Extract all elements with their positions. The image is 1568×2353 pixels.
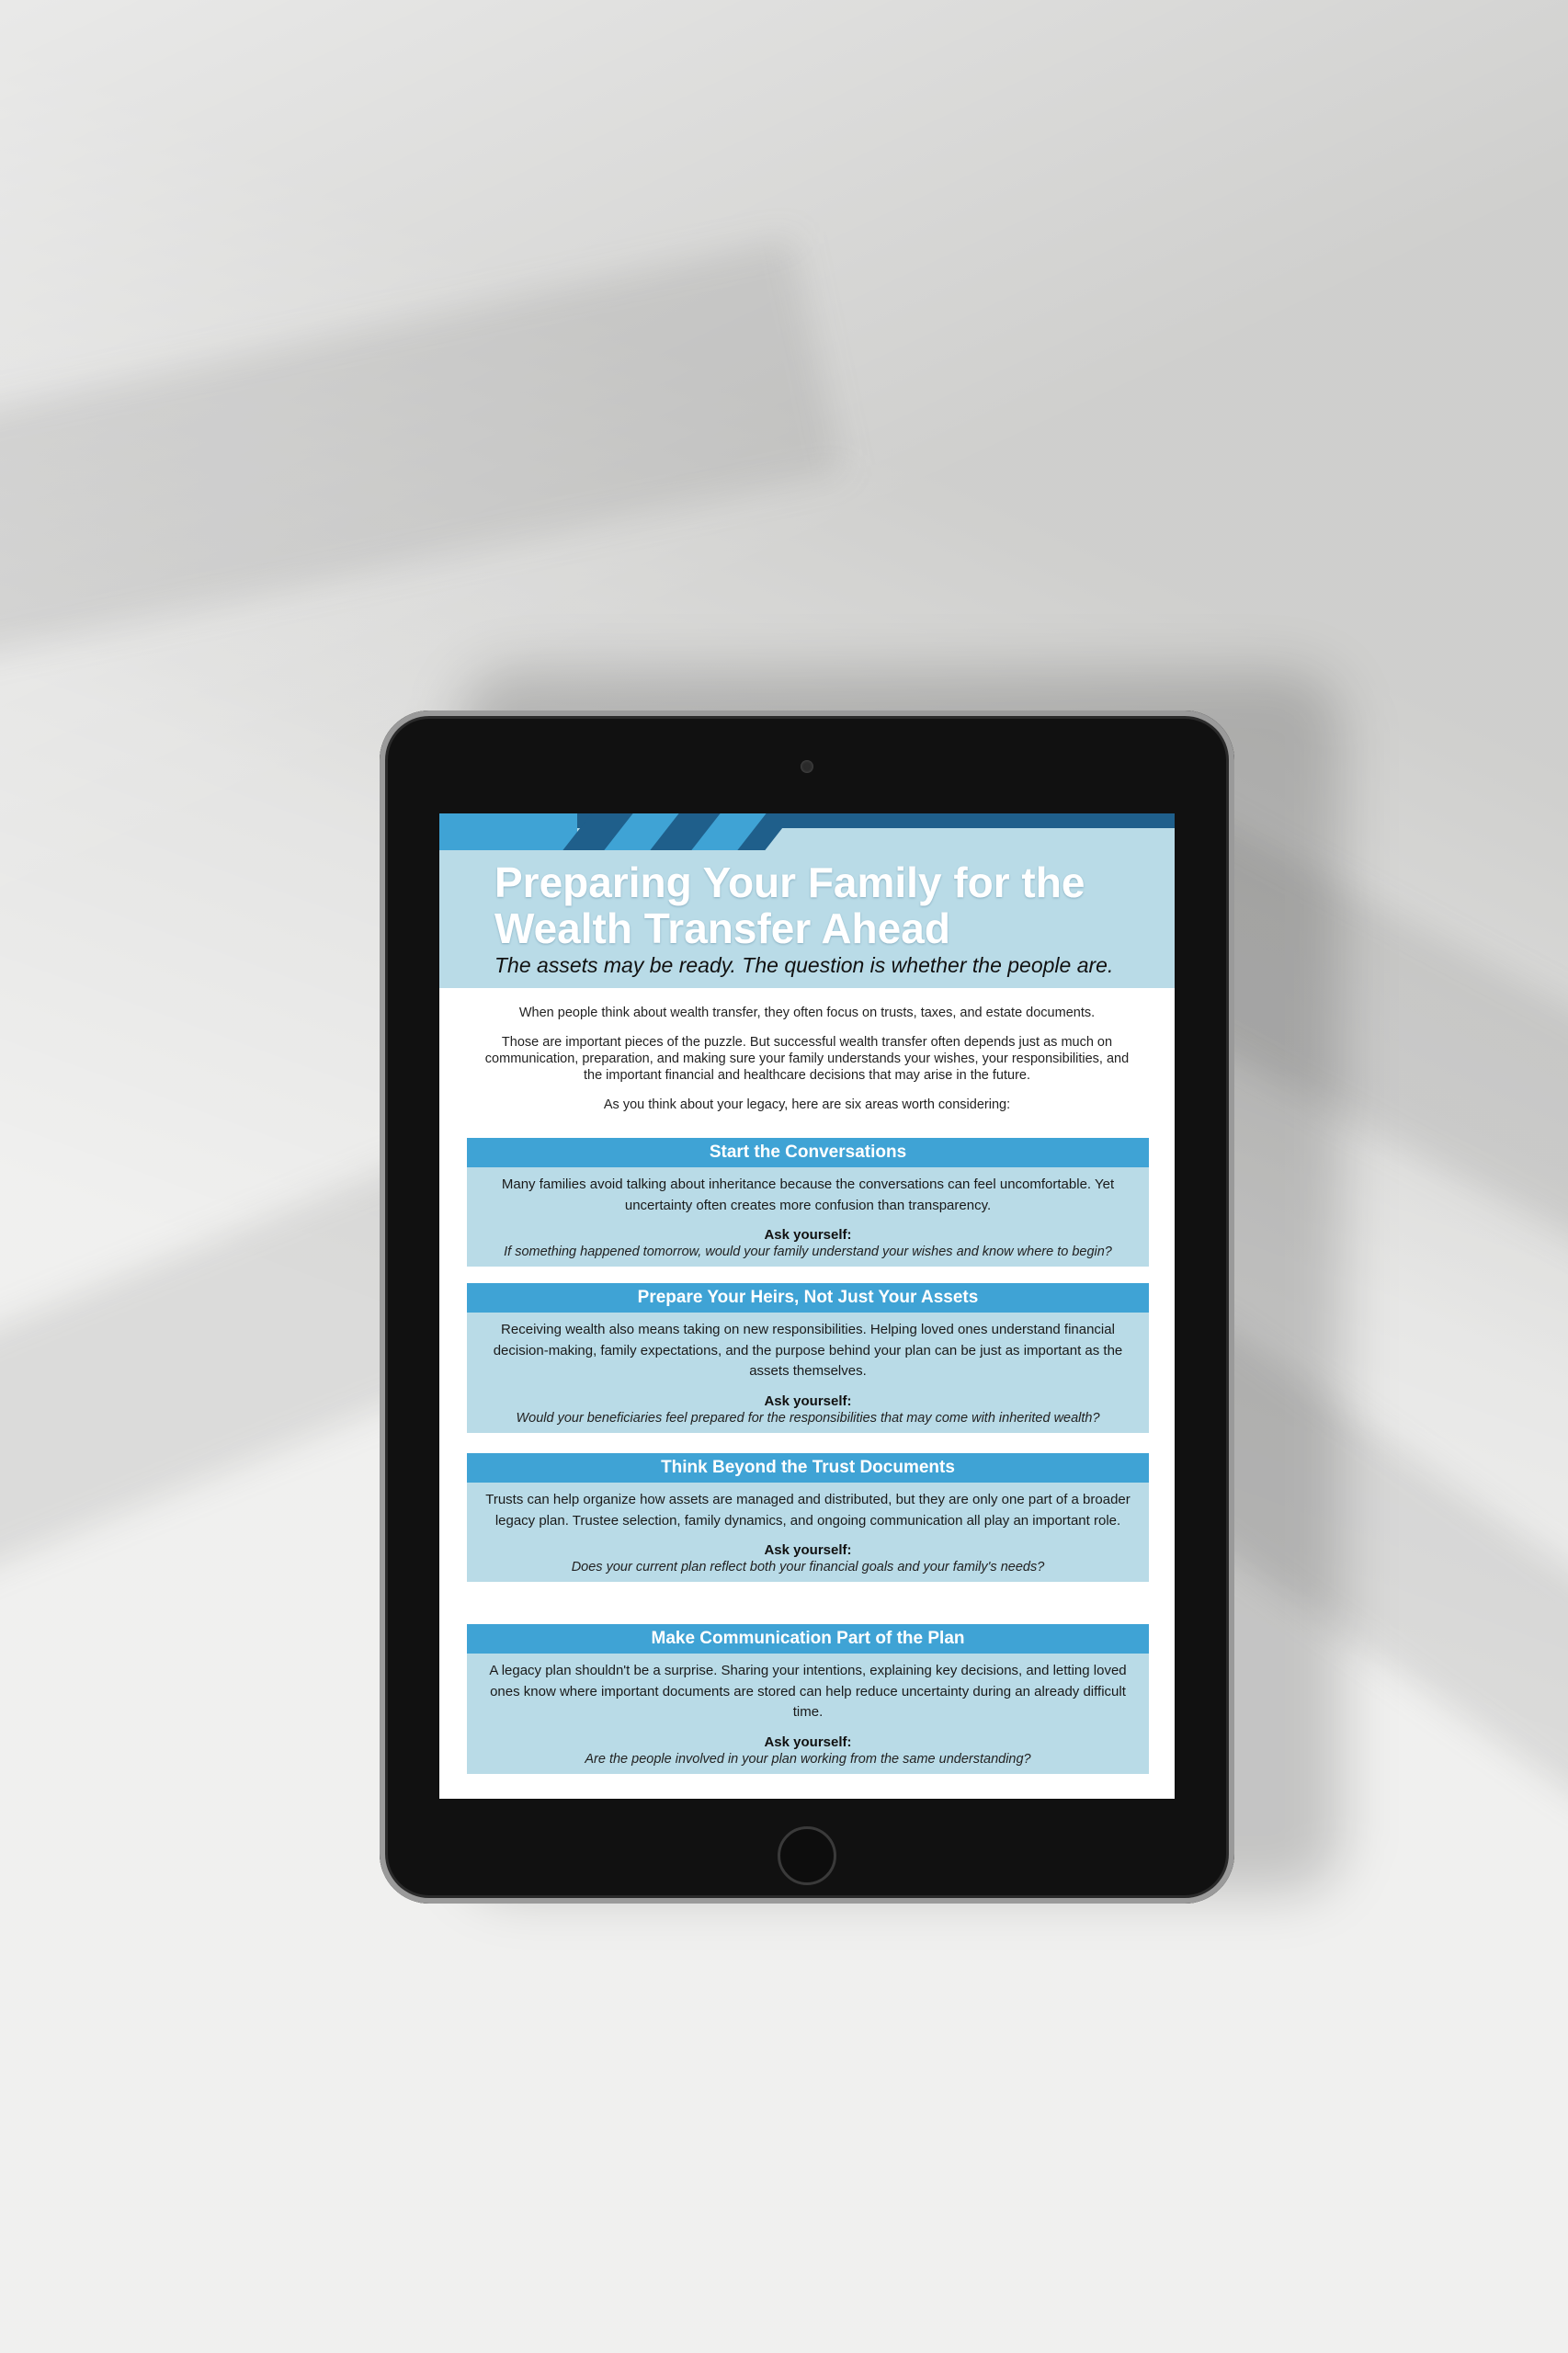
- intro-paragraph: Those are important pieces of the puzzle. But successful wealth transfer often depends just as much on communication, preparation, and making sure your family understands your wishes, your responsibilities, and the important financial and healthcare decisions that may arise in the future.: [484, 1035, 1130, 1083]
- intro-paragraph: As you think about your legacy, here are six areas worth considering:: [603, 1097, 1011, 1112]
- camera-icon: [801, 760, 813, 773]
- section-body: Receiving wealth also means taking on new responsibilities. Helping loved ones understand financial decision-making, family expectations, and the purpose behind your plan can be just as important as the assets themselves.: [493, 1322, 1123, 1379]
- section-communication: [467, 1624, 1149, 1774]
- document-subtitle: The assets may be ready. The question is whether the people are.: [494, 953, 1114, 977]
- tablet-device: [380, 710, 1234, 1904]
- section-heading: Start the Conversations: [467, 1138, 1149, 1167]
- section-body: Trusts can help organize how assets are managed and distributed, but they are only one part of a broader legacy plan. Trustee selection, family dynamics, and ongoing communication all play an important role.: [485, 1492, 1131, 1529]
- home-button[interactable]: [778, 1826, 836, 1885]
- section-heading: Prepare Your Heirs, Not Just Your Assets: [467, 1283, 1149, 1313]
- section-start-conversations: [467, 1138, 1149, 1267]
- section-question: Would your beneficiaries feel prepared for the responsibilities that may come with inherited wealth?: [516, 1410, 1100, 1426]
- intro-text: [476, 1005, 1138, 1126]
- header-stripe-bar: [439, 813, 1175, 850]
- section-body: A legacy plan shouldn't be a surprise. Sharing your intentions, explaining key decisions, and letting loved ones know where important documents are stored can help reduce uncertainty during an already difficult time.: [489, 1663, 1127, 1720]
- ask-yourself-label: Ask yourself:: [764, 1542, 852, 1558]
- section-question: Does your current plan reflect both your financial goals and your family's needs?: [571, 1560, 1045, 1574]
- document-header: [439, 850, 1175, 988]
- section-body: Many families avoid talking about inheritance because the conversations can feel uncomfortable. Yet uncertainty often creates more confusion than transparency.: [501, 1176, 1115, 1213]
- ask-yourself-label: Ask yourself:: [764, 1733, 852, 1750]
- section-beyond-trust: [467, 1453, 1149, 1582]
- section-question: If something happened tomorrow, would your family understand your wishes and know where to begin?: [504, 1245, 1112, 1259]
- section-heading: Think Beyond the Trust Documents: [467, 1453, 1149, 1483]
- tablet-screen: [439, 813, 1175, 1799]
- section-heading: Make Communication Part of the Plan: [467, 1624, 1149, 1654]
- ask-yourself-label: Ask yourself:: [764, 1227, 852, 1243]
- section-prepare-heirs: [467, 1283, 1149, 1433]
- ask-yourself-label: Ask yourself:: [764, 1392, 852, 1409]
- document-title: Preparing Your Family for the Wealth Transfer Ahead: [494, 858, 1085, 952]
- intro-paragraph: When people think about wealth transfer, they often focus on trusts, taxes, and estate documents.: [518, 1006, 1096, 1020]
- section-question: Are the people involved in your plan working from the same understanding?: [585, 1751, 1031, 1767]
